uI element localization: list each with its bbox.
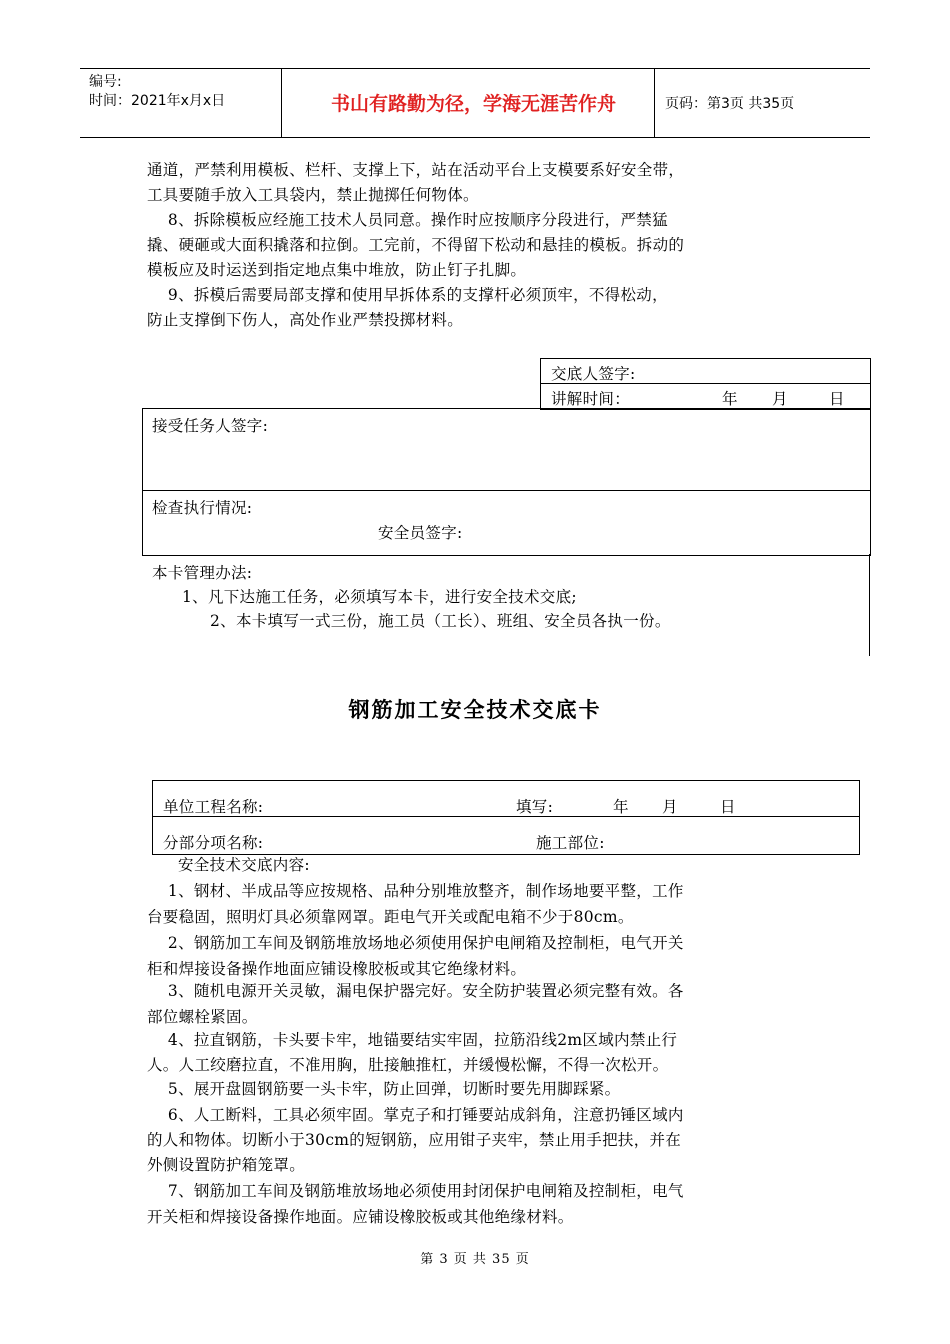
content-heading: 安全技术交底内容: bbox=[178, 856, 310, 874]
intro-line: 模板应及时运送到指定地点集中堆放，防止钉子扎脚。 bbox=[147, 261, 527, 279]
content-line: 2、钢筋加工车间及钢筋堆放场地必须使用保护电闸箱及控制柜，电气开关 bbox=[147, 934, 684, 952]
page-header bbox=[80, 68, 870, 138]
content-line: 7、钢筋加工车间及钢筋堆放场地必须使用封闭保护电闸箱及控制柜，电气 bbox=[147, 1182, 684, 1200]
receiver-signature-label: 接受任务人签字: bbox=[152, 417, 269, 435]
management-heading: 本卡管理办法: bbox=[152, 564, 253, 582]
explain-month: 月 bbox=[772, 390, 788, 408]
fill-date-label: 填写: bbox=[516, 798, 554, 816]
safety-officer-signature-label: 安全员签字: bbox=[378, 524, 463, 542]
content-line: 6、人工断料，工具必须牢固。掌克子和打锤要站成斜角，注意扔锤区域内 bbox=[147, 1106, 684, 1124]
project-name-label: 单位工程名称: bbox=[163, 798, 264, 816]
content-line: 台要稳固，照明灯具必须靠网罩。距电气开关或配电箱不少于80cm。 bbox=[147, 908, 634, 926]
content-line: 柜和焊接设备操作地面应铺设橡胶板或其它绝缘材料。 bbox=[147, 960, 527, 978]
fill-month: 月 bbox=[662, 798, 678, 816]
content-line: 人。人工绞磨拉直，不准用胸，肚接触推杠，并缓慢松懈，不得一次松开。 bbox=[147, 1056, 669, 1074]
page-footer: 第 3 页 共 35 页 bbox=[420, 1252, 530, 1267]
content-line: 1、钢材、半成品等应按规格、品种分别堆放整齐，制作场地要平整，工作 bbox=[147, 882, 684, 900]
table-right-border bbox=[869, 554, 870, 656]
presenter-signature-label: 交底人签字: bbox=[551, 365, 636, 383]
intro-line: 8、拆除模板应经施工技术人员同意。操作时应按顺序分段进行，严禁猛 bbox=[147, 211, 668, 229]
sub-project-label: 分部分项名称: bbox=[163, 834, 264, 852]
content-line: 部位螺栓紧固。 bbox=[147, 1008, 258, 1026]
content-line: 3、随机电源开关灵敏，漏电保护器完好。安全防护装置必须完整有效。各 bbox=[147, 982, 684, 1000]
intro-line: 通道，严禁利用模板、栏杆、支撑上下，站在活动平台上支模要系好安全带， bbox=[147, 161, 685, 179]
content-line: 5、展开盘圆钢筋要一头卡牢，防止回弹，切断时要先用脚踩紧。 bbox=[147, 1080, 621, 1098]
content-line: 外侧设置防护箱笼罩。 bbox=[147, 1156, 306, 1174]
explain-year: 年 bbox=[722, 390, 738, 408]
construction-location-label: 施工部位: bbox=[536, 834, 605, 852]
header-meta bbox=[89, 73, 225, 111]
intro-line: 撬、硬砸或大面积撬落和拉倒。工完前，不得留下松动和悬挂的模板。拆动的 bbox=[147, 236, 685, 254]
intro-line: 9、拆模后需要局部支撑和使用早拆体系的支撑杆必须顶牢，不得松动， bbox=[147, 286, 668, 304]
intro-line: 防止支撑倒下伤人，高处作业严禁投掷材料。 bbox=[147, 311, 464, 329]
explain-time-label: 讲解时间： bbox=[551, 390, 631, 408]
card-title: 钢筋加工安全技术交底卡 bbox=[348, 698, 602, 722]
inspection-label: 检查执行情况: bbox=[152, 499, 253, 517]
table-line bbox=[142, 490, 870, 491]
management-item: 2、本卡填写一式三份，施工员（工长）、班组、安全员各执一份。 bbox=[210, 612, 671, 630]
document-time-label: 时间：2021年x月x日 bbox=[89, 93, 226, 109]
header-motto: 书山有路勤为径，学海无涯苦作舟 bbox=[330, 93, 616, 115]
intro-line: 工具要随手放入工具袋内，禁止抛掷任何物体。 bbox=[147, 186, 479, 204]
fill-day: 日 bbox=[720, 798, 736, 816]
fill-year: 年 bbox=[613, 798, 629, 816]
content-line: 4、拉直钢筋，卡头要卡牢，地锚要结实牢固，拉筋沿线2m区域内禁止行 bbox=[147, 1031, 678, 1049]
header-page-number: 页码：第3页 共35页 bbox=[665, 96, 795, 112]
document-number-label: 编号: bbox=[89, 74, 122, 90]
content-line: 开关柜和焊接设备操作地面。应铺设橡胶板或其他绝缘材料。 bbox=[147, 1208, 574, 1226]
content-line: 的人和物体。切断小于30cm的短钢筋，应用钳子夹牢，禁止用手把扶，并在 bbox=[147, 1131, 682, 1149]
explain-day: 日 bbox=[829, 390, 845, 408]
management-item: 1、凡下达施工任务，必须填写本卡，进行安全技术交底; bbox=[182, 588, 577, 606]
